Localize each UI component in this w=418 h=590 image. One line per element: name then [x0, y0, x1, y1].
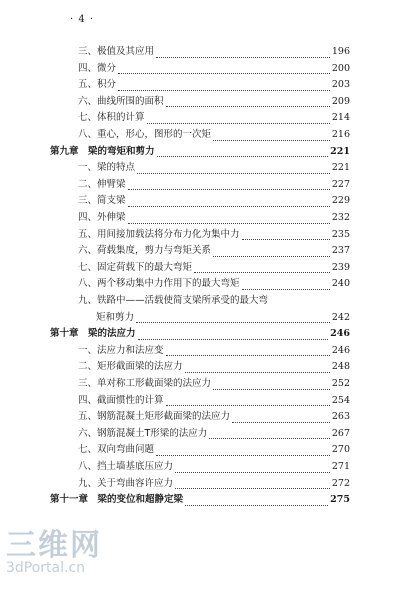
toc-entry-label: 二、伸臂梁: [78, 178, 126, 190]
watermark-logo: [6, 520, 116, 580]
toc-leader-dots: [128, 213, 330, 224]
toc-entry-label: 一、梁的特点: [78, 162, 136, 174]
toc-entry-label: 第九章 梁的弯矩和剪力: [50, 145, 155, 157]
toc-page-number: 200: [331, 62, 350, 74]
toc-leader-dots: [213, 130, 330, 141]
toc-page-number: 271: [331, 461, 350, 472]
toc-leader-dots: [213, 246, 330, 257]
toc-section-row: [78, 276, 350, 292]
toc-section-row: [78, 177, 350, 193]
toc-entry-label: 七、固定荷载下的最大弯矩: [78, 261, 193, 273]
toc-section-row: [78, 343, 350, 359]
toc-page-number: 221: [330, 145, 350, 157]
toc-page-number: 227: [331, 178, 350, 190]
toc-section-row: [78, 94, 350, 110]
toc-leader-dots: [209, 428, 330, 439]
toc-entry-label: 八、两个移动集中力作用下的最大弯矩: [78, 278, 240, 290]
toc-entry-label: 矩和剪力: [96, 311, 135, 323]
toc-page-number: 235: [331, 228, 350, 240]
toc-page-number: 216: [331, 129, 350, 140]
toc-section-row: [96, 310, 350, 326]
toc-leader-dots: [147, 113, 330, 124]
toc-page-number: 232: [331, 212, 350, 223]
toc-section-row: [78, 393, 350, 409]
toc-section-row: [78, 426, 350, 442]
toc-page-number: 229: [331, 195, 350, 207]
toc-chapter-row: [50, 144, 350, 160]
toc-leader-dots: [166, 96, 330, 107]
toc-entry-label: 九、铁路中——活载使简支梁所承受的最大弯: [78, 295, 269, 306]
toc-entry-label: 六、曲线所围的面积: [78, 95, 164, 107]
toc-section-row: [78, 376, 350, 392]
toc-page-number: 237: [331, 245, 350, 257]
toc-page-number: 221: [331, 162, 350, 174]
toc-leader-dots: [213, 379, 330, 390]
toc-entry-label: 六、荷载集度，剪力与弯矩关系: [78, 245, 212, 257]
toc-entry-label: 第十一章 梁的变位和超静定梁: [50, 494, 184, 506]
toc-leader-dots: [156, 445, 330, 456]
toc-section-row: [78, 160, 350, 176]
toc-entry-label: 三、极值及其应用: [78, 46, 155, 57]
toc-section-row: [78, 227, 350, 243]
toc-section-row: [78, 210, 350, 226]
toc-page-number: 248: [331, 361, 350, 373]
toc-entry-label: 二、矩形截面梁的法应力: [78, 361, 183, 373]
toc-leader-dots: [138, 329, 329, 340]
toc-page-number: 242: [331, 311, 350, 323]
toc-page-number: 239: [331, 261, 350, 273]
toc-page-number: 240: [331, 278, 350, 290]
toc-leader-dots: [175, 478, 330, 489]
toc-entry-label: 九、关于弯曲容许应力: [78, 477, 174, 489]
toc-section-row: [78, 127, 350, 143]
toc-leader-dots: [157, 146, 329, 157]
toc-page-number: 209: [331, 95, 350, 107]
toc-leader-dots: [156, 47, 330, 58]
toc-entry-label: 五、钢筋混凝土矩形截面梁的法应力: [78, 411, 231, 423]
toc-page-number: 252: [331, 378, 350, 389]
toc-leader-dots: [137, 163, 330, 174]
watermark-logo-url: 3dPortal.cn: [6, 560, 86, 576]
toc-section-row: [78, 260, 350, 276]
toc-page-number: 254: [331, 394, 350, 406]
toc-entry-label: 七、体积的计算: [78, 112, 145, 124]
toc-page-number: 214: [331, 112, 350, 124]
toc-section-row: [78, 409, 350, 425]
toc-section-row: [78, 243, 350, 259]
toc-section-row: [78, 77, 350, 93]
toc-leader-dots: [185, 362, 330, 373]
toc-entry-label: 六、钢筋混凝土T形梁的法应力: [78, 427, 208, 439]
toc-section-row: [78, 476, 350, 492]
toc-entry-label: 一、法应力和法应变: [78, 344, 164, 356]
toc-leader-dots: [118, 80, 330, 91]
toc-chapter-row: [50, 326, 350, 342]
toc-section-row: [78, 293, 350, 309]
toc-leader-dots: [128, 179, 330, 190]
toc-entry-label: 四、外伸梁: [78, 212, 126, 223]
toc-page-number: 196: [331, 46, 350, 57]
toc-entry-label: 七、双向弯曲问题: [78, 444, 155, 456]
toc-leader-dots: [128, 196, 330, 207]
toc-page-number: 246: [331, 344, 350, 356]
toc-entry-label: 八、挡土墙基底压应力: [78, 461, 174, 472]
toc-section-row: [78, 110, 350, 126]
toc-entry-label: 第十章 梁的法应力: [50, 328, 136, 340]
toc-page-number: 263: [331, 411, 350, 423]
toc-leader-dots: [166, 395, 330, 406]
toc-leader-dots: [242, 279, 330, 290]
toc-chapter-row: [50, 492, 350, 508]
toc-page-number: 275: [330, 494, 350, 506]
toc-leader-dots: [242, 229, 330, 240]
toc-entry-label: 三、单对称工形截面梁的法应力: [78, 378, 212, 389]
watermark-logo-title: 三维网: [6, 528, 102, 563]
page-number: · 4 ·: [70, 14, 95, 25]
toc-section-row: [78, 193, 350, 209]
toc-page-number: 246: [330, 328, 350, 340]
toc-leader-dots: [166, 345, 330, 356]
toc-leader-dots: [175, 462, 330, 473]
toc-section-row: [78, 442, 350, 458]
toc-page-number: 203: [331, 79, 350, 91]
toc-entry-label: 四、截面惯性的计算: [78, 394, 164, 406]
toc-section-row: [78, 459, 350, 475]
toc-leader-dots: [118, 63, 330, 74]
toc-leader-dots: [136, 312, 330, 323]
toc-section-row: [78, 44, 350, 60]
toc-page-number: 272: [331, 477, 350, 489]
toc-entry-label: 八、重心，形心，图形的一次矩: [78, 129, 212, 140]
toc-section-row: [78, 359, 350, 375]
toc-leader-dots: [185, 495, 328, 506]
toc-entry-label: 五、积分: [78, 79, 117, 91]
toc-section-row: [78, 61, 350, 77]
toc-page-number: 267: [331, 427, 350, 439]
toc-entry-label: 五、用间接加载法将分布力化为集中力: [78, 228, 240, 240]
toc-entry-label: 四、微分: [78, 62, 117, 74]
toc-entry-label: 三、简支梁: [78, 195, 126, 207]
toc-leader-dots: [194, 262, 330, 273]
toc-page-number: 270: [331, 444, 350, 456]
toc-leader-dots: [232, 412, 330, 423]
